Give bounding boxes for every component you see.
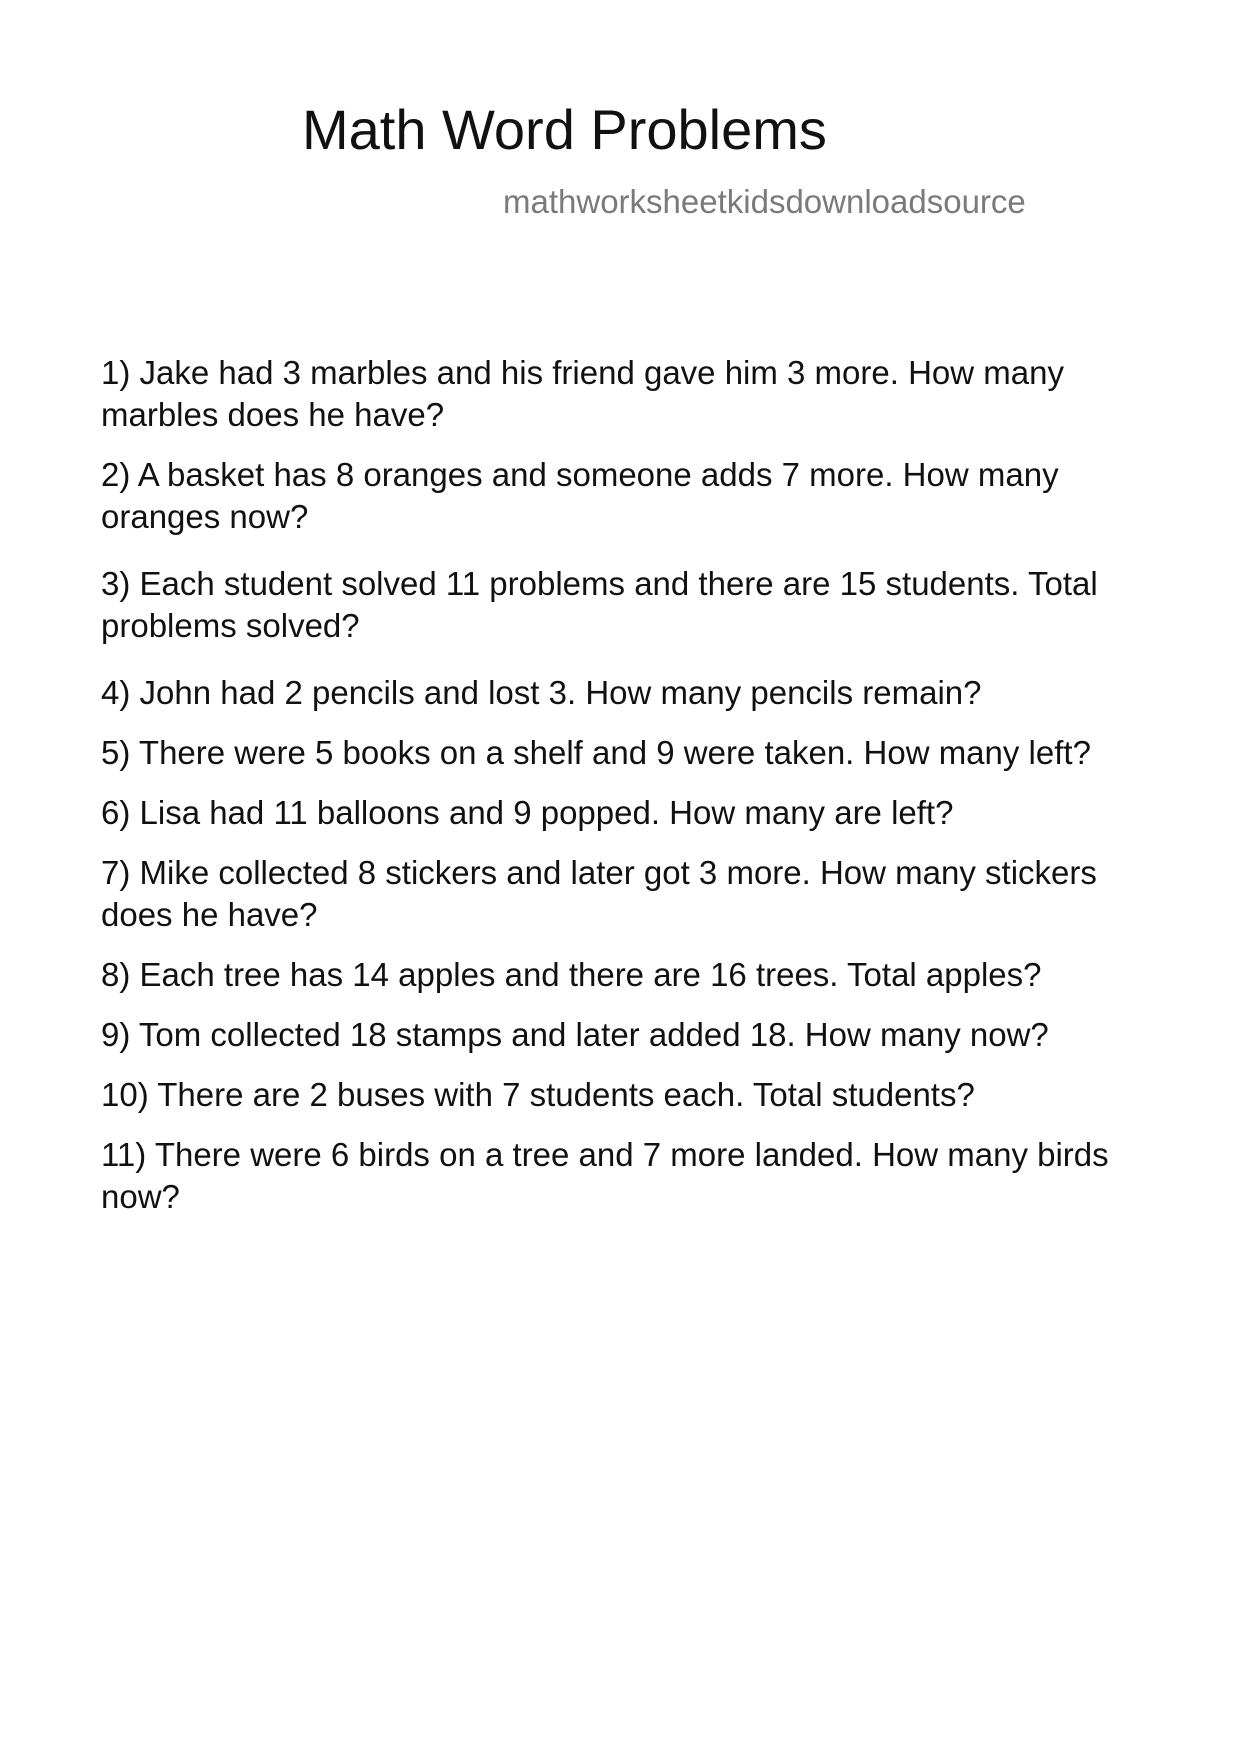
problem-item: 2) A basket has 8 oranges and someone adds 7 more. How many oranges now? — [101, 456, 1059, 535]
problem-item: 6) Lisa had 11 balloons and 9 popped. How many are left? — [101, 794, 954, 831]
problem-list — [101, 352, 1141, 1218]
problem-item: 11) There were 6 birds on a tree and 7 more landed. How many birds now? — [101, 1136, 1109, 1215]
problem-item: 7) Mike collected 8 stickers and later got 3 more. How many stickers does he have? — [101, 854, 1097, 933]
problem-item: 9) Tom collected 18 stamps and later added 18. How many now? — [101, 1016, 1049, 1053]
problem-item: 3) Each student solved 11 problems and there are 15 students. Total problems solved? — [101, 565, 1098, 644]
problem-item: 10) There are 2 buses with 7 students each. Total students? — [101, 1076, 975, 1113]
problem-item: 4) John had 2 pencils and lost 3. How many pencils remain? — [101, 674, 982, 711]
source-label: mathworksheetkidsdownloadsource — [503, 183, 1026, 220]
problem-item: 1) Jake had 3 marbles and his friend gave him 3 more. How many marbles does he have? — [101, 354, 1064, 433]
problem-item: 8) Each tree has 14 apples and there are 16 trees. Total apples? — [101, 956, 1042, 993]
page-title: Math Word Problems — [302, 98, 827, 161]
problem-item: 5) There were 5 books on a shelf and 9 were taken. How many left? — [101, 734, 1091, 771]
